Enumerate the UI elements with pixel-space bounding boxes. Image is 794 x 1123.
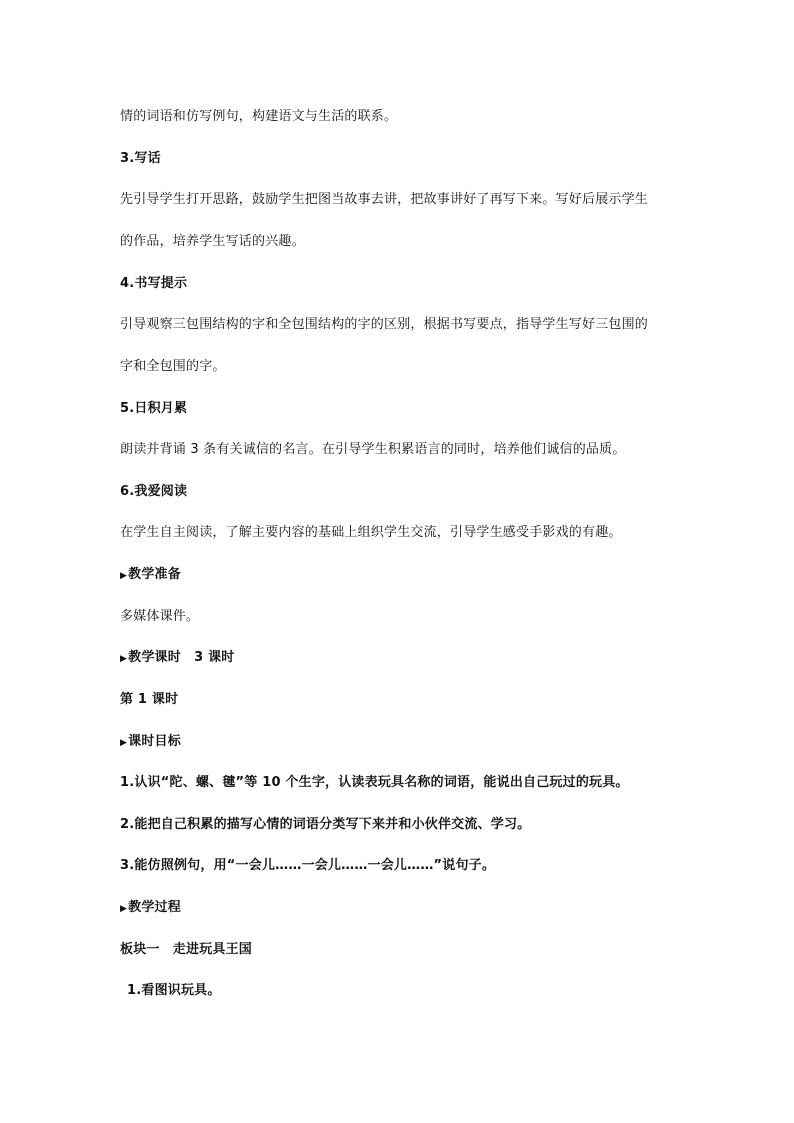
section-heading: 3.写话: [120, 151, 161, 166]
section-heading: 6.我爱阅读: [120, 484, 188, 499]
triangle-bullet-icon: ▶: [120, 738, 128, 748]
bullet-heading: ▶课时目标: [120, 734, 181, 749]
triangle-bullet-icon: ▶: [120, 654, 128, 664]
triangle-bullet-icon: ▶: [120, 571, 128, 581]
section-heading: 4.书写提示: [120, 276, 188, 291]
lesson-heading: 第 1 课时: [120, 692, 179, 707]
bullet-heading: ▶教学过程: [120, 900, 181, 915]
section-heading: 5.日积月累: [120, 401, 188, 416]
step-item: 1.看图识玩具。: [127, 983, 221, 998]
paragraph-line: 字和全包围的字。: [120, 359, 226, 374]
block-heading: 板块一 走进玩具王国: [120, 942, 253, 957]
bullet-heading: ▶教学准备: [120, 567, 181, 582]
paragraph-line: 多媒体课件。: [120, 609, 200, 624]
paragraph-line: 引导观察三包围结构的字和全包围结构的字的区别，根据书写要点，指导学生写好三包围的: [120, 317, 649, 332]
goal-item: 2.能把自己积累的描写心情的词语分类写下来并和小伙伴交流、学习。: [120, 817, 531, 832]
goal-item: 1.认识“陀、螺、毽”等 10 个生字，认读表玩具名称的词语，能说出自己玩过的玩具。: [120, 775, 629, 790]
triangle-bullet-icon: ▶: [120, 904, 128, 914]
bullet-heading: ▶教学课时 3 课时: [120, 650, 235, 665]
paragraph-line: 情的词语和仿写例句，构建语文与生活的联系。: [120, 109, 398, 124]
paragraph-line: 朗读并背诵 3 条有关诚信的名言。在引导学生积累语言的同时，培养他们诚信的品质。: [120, 442, 626, 457]
paragraph-line: 的作品，培养学生写话的兴趣。: [120, 234, 305, 249]
paragraph-line: 先引导学生打开思路，鼓励学生把图当故事去讲，把故事讲好了再写下来。写好后展示学生: [120, 192, 649, 207]
goal-item: 3.能仿照例句，用“一会儿……一会儿……一会儿……”说句子。: [120, 858, 496, 873]
paragraph-line: 在学生自主阅读，了解主要内容的基础上组织学生交流，引导学生感受手影戏的有趣。: [120, 525, 622, 540]
